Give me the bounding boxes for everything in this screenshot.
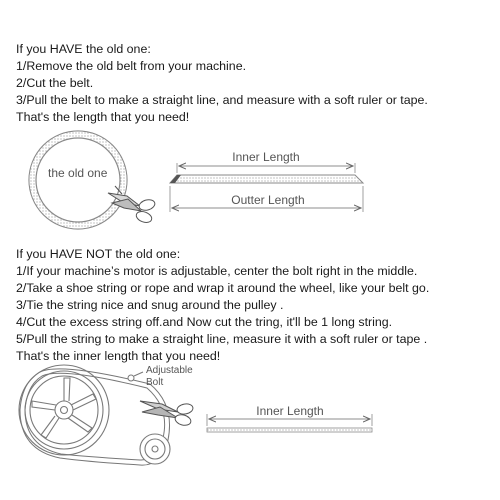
instruction-step: 3/Pull the belt to make a straight line, and measure with a soft ruler or tape. <box>16 93 428 107</box>
motor-pulley-icon <box>140 434 170 464</box>
instruction-conclusion: That's the inner length that you need! <box>16 349 221 363</box>
wheel-icon <box>19 365 109 455</box>
adjustable-bolt-icon <box>128 372 143 381</box>
instruction-step: 2/Take a shoe string or rope and wrap it around the wheel, like your belt go. <box>16 281 430 295</box>
outer-length-label: Outter Length <box>231 193 305 207</box>
old-belt-label: the old one <box>48 166 108 180</box>
measured-string <box>207 428 372 432</box>
inner-length-label: Inner Length <box>232 150 300 164</box>
instruction-step: 4/Cut the excess string off.and Now cut the tring, it'll be 1 long string. <box>16 315 393 329</box>
section-heading-have-not: If you HAVE NOT the old one: <box>16 247 181 261</box>
instruction-step: 1/If your machine’s motor is adjustable, center the bolt right in the middle. <box>16 264 418 278</box>
string-inner-length-label: Inner Length <box>256 404 324 418</box>
instruction-step: 1/Remove the old belt from your machine. <box>16 59 247 73</box>
instruction-step: 5/Pull the string to make a straight line, measure it with a soft ruler or tape . <box>16 332 428 346</box>
instruction-step: 3/Tie the string nice and snug around the pulley . <box>16 298 284 312</box>
scissors-icon <box>140 401 194 427</box>
instruction-step: 2/Cut the belt. <box>16 76 94 90</box>
adjustable-bolt-label-line2: Bolt <box>146 377 164 388</box>
section-heading-have: If you HAVE the old one: <box>16 42 151 56</box>
adjustable-bolt-label-line1: Adjustable <box>146 365 193 376</box>
instruction-conclusion: That's the length that you need! <box>16 110 190 124</box>
